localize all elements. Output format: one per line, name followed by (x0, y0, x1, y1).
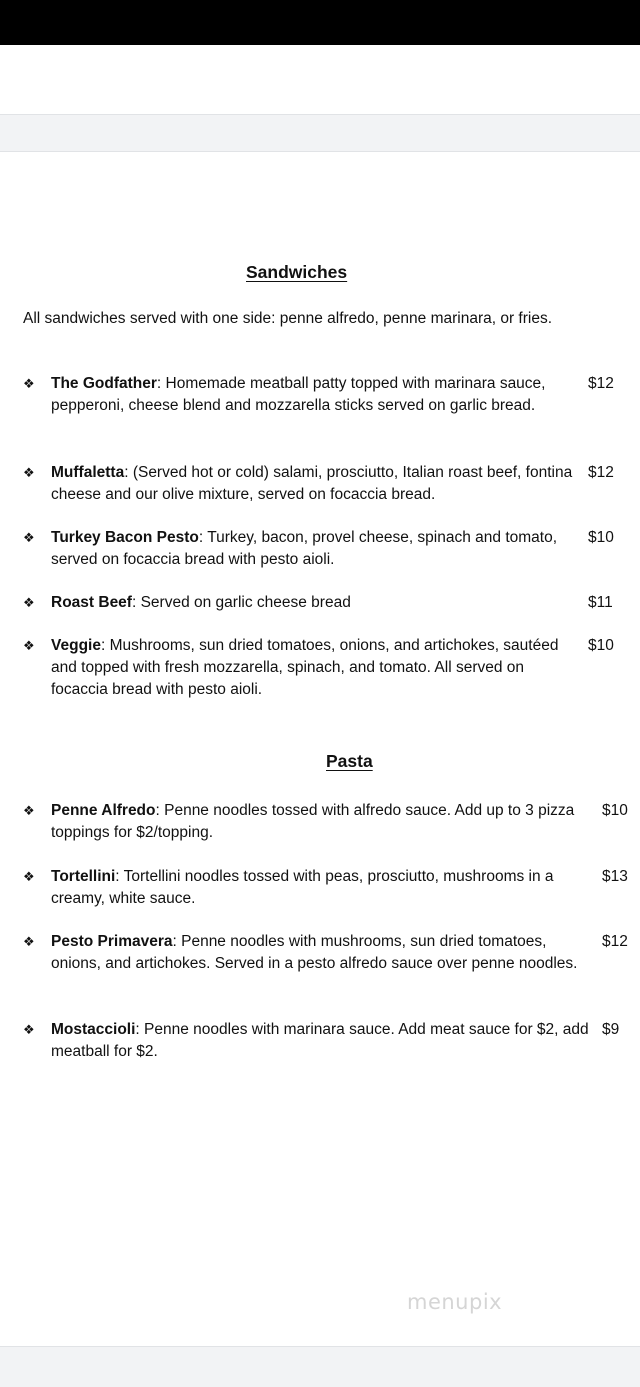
item-name: Roast Beef (51, 594, 132, 611)
item-description: : Tortellini noodles tossed with peas, prosciutto, mushrooms in a creamy, white sauce. (51, 868, 554, 907)
item-name: Pesto Primavera (51, 933, 173, 950)
bullet-icon: ❖ (23, 869, 35, 884)
item-name: Muffaletta (51, 464, 125, 481)
item-name: Mostaccioli (51, 1021, 136, 1038)
bullet-icon: ❖ (23, 934, 35, 949)
item-description: : Penne noodles tossed with alfredo sauce. Add up to 3 pizza toppings for $2/topping. (51, 802, 575, 841)
item-description: : (Served hot or cold) salami, prosciutto, Italian roast beef, fontina cheese and our olive mixture, served on focaccia bread. (51, 464, 573, 503)
item-description: : Homemade meatball patty topped with marinara sauce, pepperoni, cheese blend and mozzarella sticks served on garlic bread. (51, 375, 546, 414)
sandwiches-title: Sandwiches (246, 262, 348, 282)
item-price: $12 (588, 375, 614, 392)
item-price: $10 (588, 529, 614, 546)
bullet-icon: ❖ (23, 803, 35, 818)
pasta-title: Pasta (326, 751, 373, 771)
item-price: $12 (602, 933, 628, 950)
bullet-icon: ❖ (23, 530, 35, 545)
bullet-icon: ❖ (23, 638, 35, 653)
item-name: Turkey Bacon Pesto (51, 529, 199, 546)
item-description: : Served on garlic cheese bread (131, 594, 351, 611)
bullet-icon: ❖ (23, 465, 35, 480)
item-price: $11 (588, 594, 613, 611)
status-bar (0, 0, 640, 45)
bullet-icon: ❖ (23, 595, 35, 610)
viewer-top-band (0, 114, 640, 152)
item-name: The Godfather (51, 375, 157, 392)
item-name: Tortellini (51, 868, 116, 885)
bullet-icon: ❖ (23, 376, 35, 391)
sandwiches-intro: All sandwiches served with one side: penne alfredo, penne marinara, or fries. (23, 310, 553, 327)
item-price: $12 (588, 464, 614, 481)
item-name: Penne Alfredo (51, 802, 156, 819)
item-price: $10 (602, 802, 628, 819)
item-price: $9 (602, 1021, 620, 1038)
bullet-icon: ❖ (23, 1022, 35, 1037)
item-description: : Mushrooms, sun dried tomatoes, onions, and artichokes, sautéed and topped with fresh mozzarella, spinach, and tomato. All served on focaccia bread with pesto aioli. (51, 637, 559, 698)
item-price: $10 (588, 637, 614, 654)
item-name: Veggie (51, 637, 101, 654)
menupix-watermark: menupix (407, 1290, 503, 1314)
item-price: $13 (602, 868, 628, 885)
item-description: : Penne noodles with mushrooms, sun dried tomatoes, onions, and artichokes. Served in a pesto alfredo sauce over penne noodles. (51, 933, 578, 972)
viewer-bottom-band (0, 1346, 640, 1387)
item-description: : Penne noodles with marinara sauce. Add meat sauce for $2, add meatball for $2. (51, 1021, 589, 1060)
item-description: : Turkey, bacon, provel cheese, spinach and tomato, served on focaccia bread with pesto aioli. (51, 529, 558, 568)
